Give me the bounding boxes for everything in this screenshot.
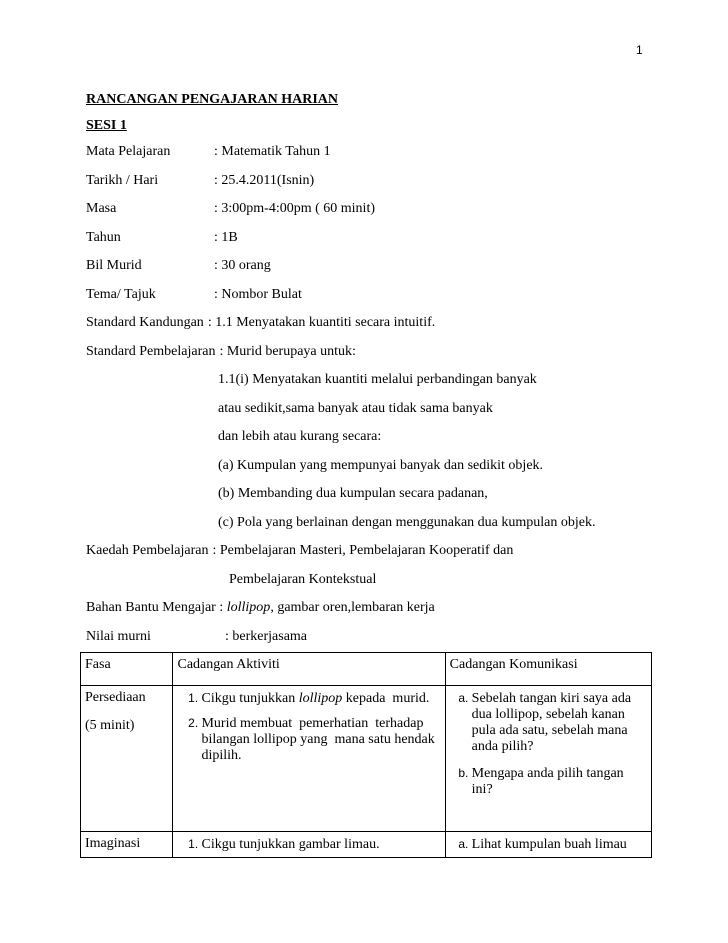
activity-list xyxy=(177,690,440,764)
page-number: 1 xyxy=(636,43,643,57)
komunikasi-cell xyxy=(445,686,651,832)
session-heading: SESI 1 xyxy=(86,118,127,133)
field-value: : Matematik Tahun 1 xyxy=(214,144,331,159)
activity-text: Murid membuat pemerhatian terhadap bilangan lollipop yang mana satu hendak dipilih. xyxy=(201,716,439,763)
list-item xyxy=(201,715,440,764)
fasa-cell: Imaginasi xyxy=(81,832,173,858)
table-row xyxy=(81,832,652,858)
field-row xyxy=(86,287,652,316)
bahan-row xyxy=(86,600,652,629)
field-label: Tema/ Tajuk xyxy=(86,286,156,302)
standard-line: (a) Kumpulan yang mempunyai banyak dan sedikit objek. xyxy=(218,457,544,473)
lesson-plan-document xyxy=(86,92,652,657)
standard-line: 1.1(i) Menyatakan kuantiti melalui perbandingan banyak xyxy=(218,372,537,387)
communication-list xyxy=(450,836,647,853)
communication-list xyxy=(450,690,647,798)
table-row xyxy=(81,686,652,832)
field-label: Kaedah Pembelajaran xyxy=(86,543,209,558)
header-fasa: Fasa xyxy=(81,653,173,686)
aktiviti-cell xyxy=(173,832,445,858)
field-value: , gambar oren,lembaran kerja xyxy=(270,600,435,615)
komunikasi-cell xyxy=(445,832,651,858)
aktiviti-cell xyxy=(173,686,445,832)
field-label: Standard Pembelajaran xyxy=(86,343,216,359)
field-row xyxy=(86,258,652,287)
standard-line: (b) Membanding dua kumpulan secara padanan, xyxy=(218,486,488,501)
field-label: Nilai murni xyxy=(86,628,151,644)
field-row xyxy=(86,201,652,230)
fasa-cell xyxy=(81,686,173,832)
field-value: : 1B xyxy=(214,229,238,245)
header-aktiviti: Cadangan Aktiviti xyxy=(173,653,445,686)
field-label: Bahan Bantu Mengajar : xyxy=(86,600,227,615)
fasa-name: Persediaan xyxy=(85,690,146,705)
field-row xyxy=(86,144,652,173)
field-label: Tahun xyxy=(86,229,121,245)
activity-italic: lollipop xyxy=(298,691,343,706)
standard-line: dan lebih atau kurang secara: xyxy=(218,429,382,444)
field-row xyxy=(86,173,652,202)
activity-text: Cikgu tunjukkan xyxy=(201,691,299,706)
list-item: b. Mengapa anda pilih tangan ini? xyxy=(472,765,647,798)
list-item: 1. Cikgu tunjukkan gambar limau. xyxy=(201,836,440,853)
activity-text: kepada murid. xyxy=(342,691,430,706)
document-title: RANCANGAN PENGAJARAN HARIAN xyxy=(86,92,338,107)
field-value: : Nombor Bulat xyxy=(214,286,302,302)
list-item: a. Lihat kumpulan buah limau xyxy=(472,836,647,853)
field-label: Tarikh / Hari xyxy=(86,172,159,188)
standard-line: (c) Pola yang berlainan dengan menggunakan dua kumpulan objek. xyxy=(218,514,596,530)
field-value: : 1.1 Menyatakan kuantiti secara intuitif. xyxy=(207,315,436,330)
field-value: : berkerjasama xyxy=(225,628,308,644)
list-item xyxy=(201,690,440,707)
field-value-italic: lollipop xyxy=(226,600,271,615)
kaedah-row xyxy=(86,543,652,572)
list-item: a. Sebelah tangan kiri saya ada dua lollipop, sebelah kanan pula ada satu, sebelah mana anda pilih? xyxy=(472,690,647,755)
field-value: : 30 orang xyxy=(214,258,271,273)
standard-kandungan-row xyxy=(86,315,652,344)
field-row xyxy=(86,230,652,259)
field-label: Bil Murid xyxy=(86,258,142,273)
activity-list xyxy=(177,836,440,853)
field-value: : Pembelajaran Masteri, Pembelajaran Kooperatif dan xyxy=(212,543,514,558)
field-label: Masa xyxy=(86,201,117,216)
standard-line: atau sedikit,sama banyak atau tidak sama banyak xyxy=(218,400,493,416)
field-label: Standard Kandungan xyxy=(86,315,204,330)
fasa-time: (5 minit) xyxy=(85,718,135,733)
field-value: : 25.4.2011(Isnin) xyxy=(214,172,315,188)
field-label: Mata Pelajaran xyxy=(86,144,171,159)
standard-pembelajaran-row xyxy=(86,344,652,373)
header-komunikasi: Cadangan Komunikasi xyxy=(445,653,651,686)
kaedah-line: Pembelajaran Kontekstual xyxy=(229,571,377,587)
activity-table xyxy=(80,652,652,858)
field-value: : Murid berupaya untuk: xyxy=(219,343,356,359)
table-header-row xyxy=(81,653,652,686)
field-value: : 3:00pm-4:00pm ( 60 minit) xyxy=(214,201,375,216)
